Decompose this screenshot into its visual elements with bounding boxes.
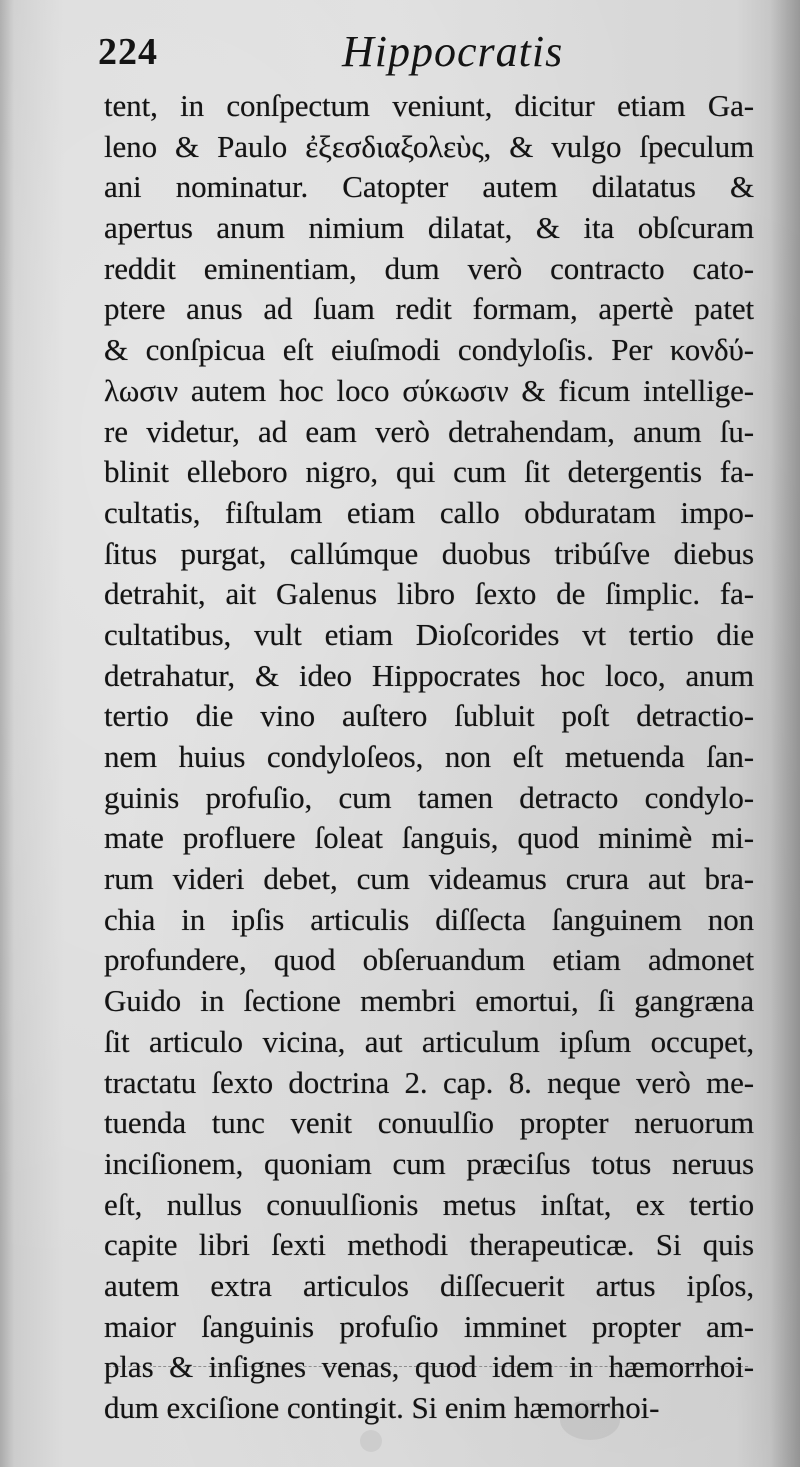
text-line: eſt, nullus conuulſionis metus inſtat, ex tertio: [104, 1186, 754, 1222]
page-spine-shadow: [770, 0, 800, 1467]
text-line: detrahatur, & ideo Hippocrates hoc loco, anum: [104, 657, 754, 693]
page-number: 224: [98, 31, 158, 73]
text-line: chia in ipſis articulis diſſecta ſanguinem non: [104, 901, 754, 937]
text-line: autem extra articulos diſſecuerit artus ipſos,: [104, 1267, 754, 1303]
text-line: capite libri ſexti methodi therapeuticæ. Si quis: [104, 1227, 754, 1263]
text-line: reddit eminentiam, dum verò contracto cato-: [104, 250, 754, 286]
text-line: tuenda tunc venit conuulſio propter neruorum: [104, 1105, 754, 1141]
text-line: λωσιν autem hoc loco σύκωσιν & ficum intellige-: [104, 372, 754, 408]
text-line: blinit elleboro nigro, qui cum ſit detergentis fa-: [104, 454, 754, 490]
text-line: ptere anus ad ſuam redit formam, apertè patet: [104, 291, 754, 327]
text-line: mate profluere ſoleat ſanguis, quod minimè mi-: [104, 820, 754, 856]
text-line: leno & Paulo ἐξεσδιαξολεὺς, & vulgo ſpeculum: [104, 128, 754, 164]
text-line: profundere, quod obſeruandum etiam admonet: [104, 942, 754, 978]
text-line: re videtur, ad eam verò detrahendam, anum ſu-: [104, 413, 754, 449]
text-line: ſit articulo vicina, aut articulum ipſum occupet,: [104, 1023, 754, 1059]
text-line: & conſpicua eſt eiuſmodi condyloſis. Per κονδύ-: [104, 332, 754, 368]
text-line: apertus anum nimium dilatat, & ita obſcuram: [104, 210, 754, 246]
text-line: tent, in conſpectum veniunt, dicitur etiam Ga-: [104, 88, 754, 123]
bottom-rule: [108, 1366, 748, 1368]
text-line: cultatibus, vult etiam Dioſcorides vt tertio die: [104, 616, 754, 652]
text-line: rum videri debet, cum videamus crura aut bra-: [104, 861, 754, 897]
text-line: tertio die vino auſtero ſubluit poſt detractio-: [104, 698, 754, 734]
body-text: [104, 86, 754, 1429]
text-line: plas & inſignes venas, quod idem in hæmorrhoi-: [104, 1349, 754, 1385]
text-line: detrahit, ait Galenus libro ſexto de ſimplic. fa-: [104, 576, 754, 612]
running-title: Hippocratis: [342, 27, 564, 76]
text-line: ani nominatur. Catopter autem dilatatus &: [104, 169, 754, 205]
text-line: inciſionem, quoniam cum præciſus totus neruus: [104, 1145, 754, 1181]
running-head: [92, 22, 752, 86]
text-line: guinis profuſio, cum tamen detracto condylo-: [104, 779, 754, 815]
text-line: dum exciſione contingit. Si enim hæmorrhoi-: [104, 1390, 660, 1425]
text-line: cultatis, fiſtulam etiam callo obduratam impo-: [104, 494, 754, 530]
page-left-edge-shadow: [0, 0, 14, 1467]
paper-stain: [360, 1430, 382, 1452]
text-line: Guido in ſectione membri emortui, ſi gangræna: [104, 983, 754, 1019]
text-line: nem huius condyloſeos, non eſt metuenda ſan-: [104, 739, 754, 774]
text-line: maior ſanguinis profuſio imminet propter am-: [104, 1308, 754, 1344]
text-line: ſitus purgat, callúmque duobus tribúſve diebus: [104, 535, 754, 571]
text-line: tractatu ſexto doctrina 2. cap. 8. neque verò me-: [104, 1064, 754, 1100]
